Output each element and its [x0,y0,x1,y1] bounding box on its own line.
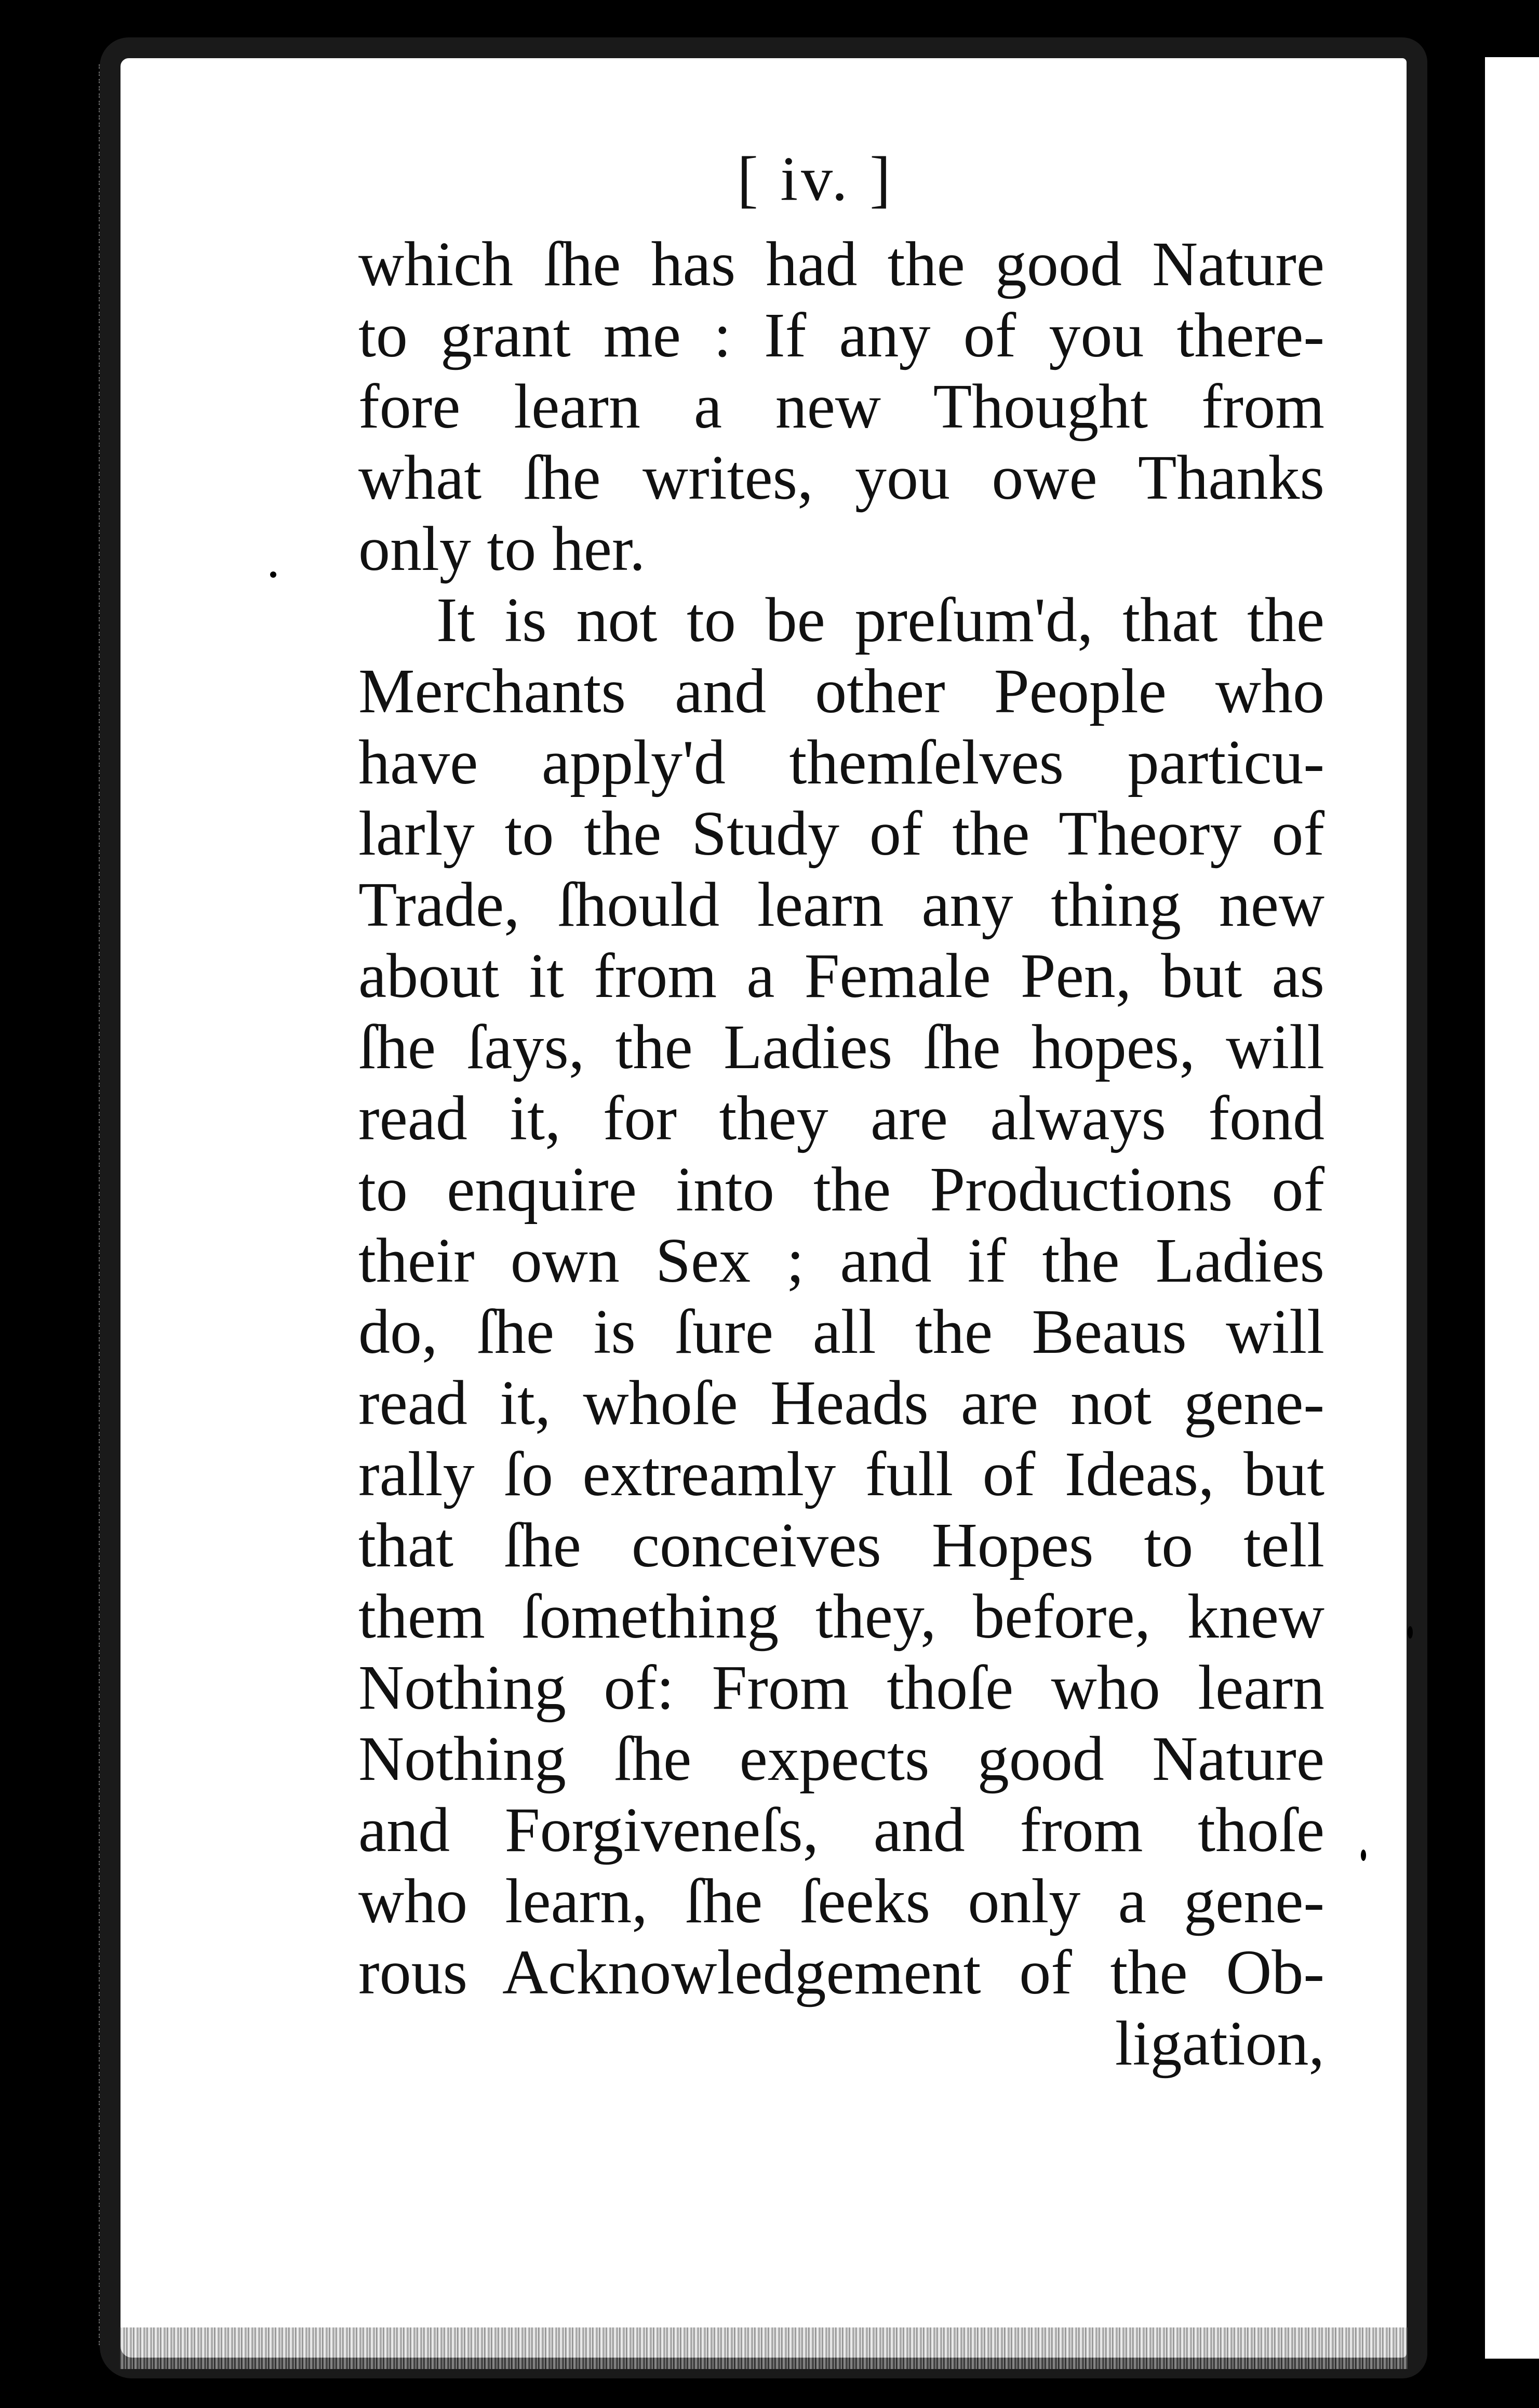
text-line: which ſhe has had the good Nature [358,229,1324,299]
catchword: ligation, [1115,2008,1324,2079]
body-text [358,229,1324,2079]
text-line: have apply'd themſelves particu- [358,727,1324,797]
text-line: It is not to be preſum'd, that the [436,585,1324,655]
text-line: do, ſhe is ſure all the Beaus will [358,1297,1324,1367]
text-line: Nothing of: From thoſe who learn [358,1653,1324,1723]
text-line: read it, for they are always fond [358,1083,1324,1153]
text-line: larly to the Study of the Theory of [358,799,1324,869]
ink-speck [1408,1626,1413,1639]
page-bottom-edge-noise [119,2327,1408,2369]
text-line: Merchants and other People who [358,656,1324,726]
text-line: them ſomething they, before, knew [358,1581,1324,1652]
ink-speck [1361,1850,1366,1861]
text-line: only to her. [358,514,646,584]
text-line: Nothing ſhe expects good Nature [358,1724,1324,1794]
ink-speck [270,571,276,578]
text-line: and Forgiveneſs, and from thoſe [358,1795,1324,1865]
text-line: read it, whoſe Heads are not gene- [358,1368,1324,1438]
text-line: rous Acknowledgement of the Ob- [358,1937,1324,2007]
text-line: about it from a Female Pen, but as [358,941,1324,1011]
text-line: to enquire into the Productions of [358,1154,1324,1225]
text-line: their own Sex ; and if the Ladies [358,1226,1324,1296]
ink-speck [1429,1138,1437,1159]
text-line: rally ſo extreamly full of Ideas, but [358,1439,1324,1509]
text-line: fore learn a new Thought from [358,371,1324,442]
text-line: ſhe ſays, the Ladies ſhe hopes, will [358,1012,1324,1082]
text-line: what ſhe writes, you owe Thanks [358,443,1324,513]
text-line: to grant me : If any of you there- [358,300,1324,370]
text-line: Trade, ſhould learn any thing new [358,870,1324,940]
text-line: who learn, ſhe ſeeks only a gene- [358,1866,1324,1936]
page-number: [ iv. ] [737,144,894,214]
text-line: that ſhe conceives Hopes to tell [358,1510,1324,1580]
adjacent-page-edge [1473,57,1539,2359]
